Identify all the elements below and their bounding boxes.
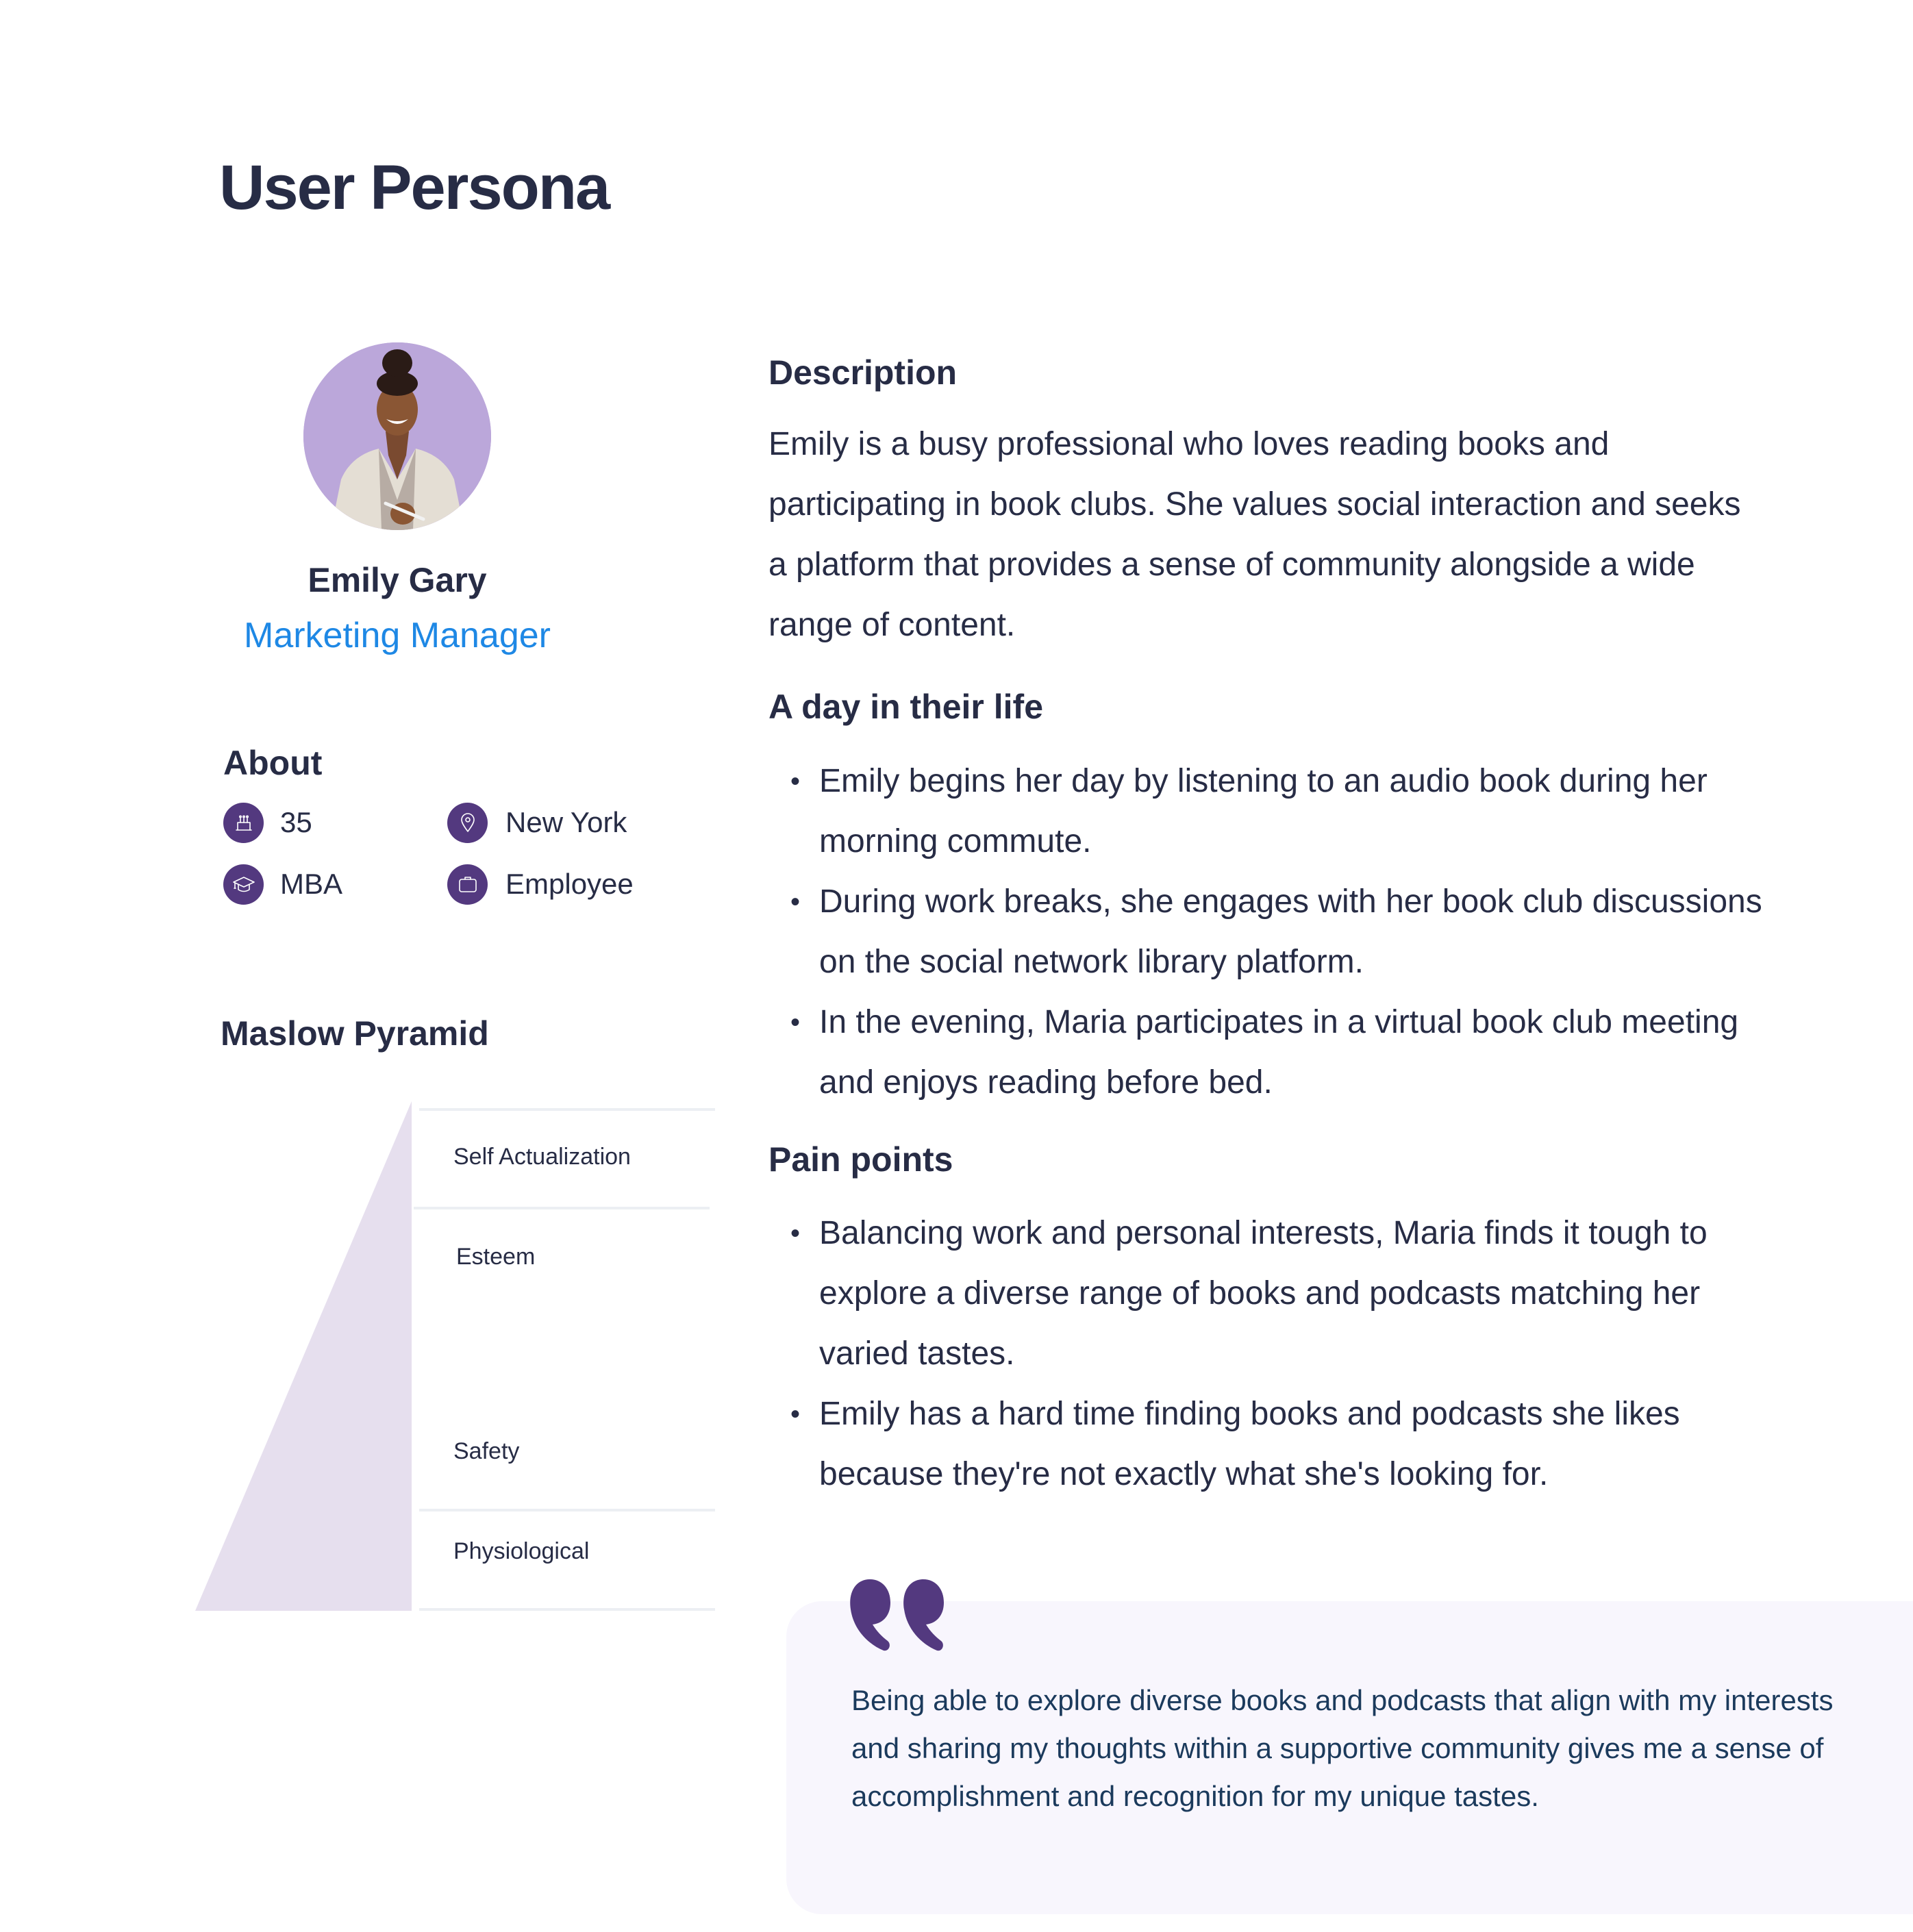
description-heading: Description (768, 353, 958, 392)
persona-role: Marketing Manager (244, 616, 551, 655)
pyramid-level-self-actualization: Self Actualization (453, 1144, 631, 1170)
pyramid-divider (419, 1509, 715, 1511)
pyramid-divider (419, 1608, 715, 1611)
about-item-location (447, 802, 627, 843)
list-item: • Emily has a hard time finding books and podcasts she likes because they're not exactly what she's looking for. (768, 1384, 1768, 1505)
age-value: 35 (280, 806, 312, 838)
list-item: • Balancing work and personal interests, Maria finds it tough to explore a diverse range of books and podcasts matching her varied tastes. (768, 1203, 1768, 1384)
description-text: Emily is a busy professional who loves reading books and participating in book clubs. She values social interaction and seeks a platform that provides a sense of community alongside a wide range of content. (768, 426, 1741, 643)
location-pin-icon (447, 803, 488, 843)
bullet-icon: • (790, 1007, 801, 1038)
pyramid-level-love-belonging: Love Belonging (442, 1340, 688, 1379)
bullet-icon: • (790, 766, 801, 796)
about-item-education (223, 864, 342, 905)
pyramid-level-safety: Safety (453, 1438, 520, 1464)
pyramid-level-physiological: Physiological (453, 1538, 590, 1564)
pain-points-heading: Pain points (768, 1140, 953, 1179)
education-value: MBA (280, 868, 343, 900)
birthday-cake-icon (223, 803, 264, 843)
list-item: • During work breaks, she engages with her book club discussions on the social network library platform. (768, 872, 1768, 992)
page-title: User Persona (219, 153, 610, 223)
day-in-life-list (768, 751, 1768, 1113)
about-heading: About (223, 744, 323, 782)
avatar (303, 342, 491, 530)
list-item: • Emily begins her day by listening to an audio book during her morning commute. (768, 751, 1768, 872)
pyramid-divider (419, 1108, 715, 1111)
day-in-life-heading: A day in their life (768, 688, 1044, 726)
person-photo-icon (303, 342, 491, 530)
occupation-value: Employee (505, 868, 634, 900)
bullet-icon: • (790, 887, 801, 917)
bullet-icon: • (790, 1399, 801, 1429)
maslow-pyramid (192, 1096, 726, 1616)
pain-points-list (768, 1203, 1768, 1505)
list-item: • In the evening, Maria participates in a virtual book club meeting and enjoys reading before bed. (768, 992, 1768, 1113)
persona-name: Emily Gary (308, 561, 487, 599)
quote-text: Being able to explore diverse books and podcasts that align with my interests and sharing my thoughts within a supportive community gives me a sense of accomplishment and recognition for my unique tastes. (851, 1684, 1834, 1812)
bullet-icon: • (790, 1218, 801, 1249)
location-value: New York (505, 806, 627, 838)
maslow-heading: Maslow Pyramid (221, 1014, 489, 1053)
graduation-cap-icon (223, 864, 264, 905)
pyramid-level-esteem: Esteem (456, 1244, 536, 1270)
briefcase-icon (447, 864, 488, 905)
quote-marks-icon (848, 1577, 948, 1653)
about-item-age (223, 802, 312, 843)
about-item-occupation (447, 864, 634, 905)
pyramid-divider (414, 1207, 710, 1209)
